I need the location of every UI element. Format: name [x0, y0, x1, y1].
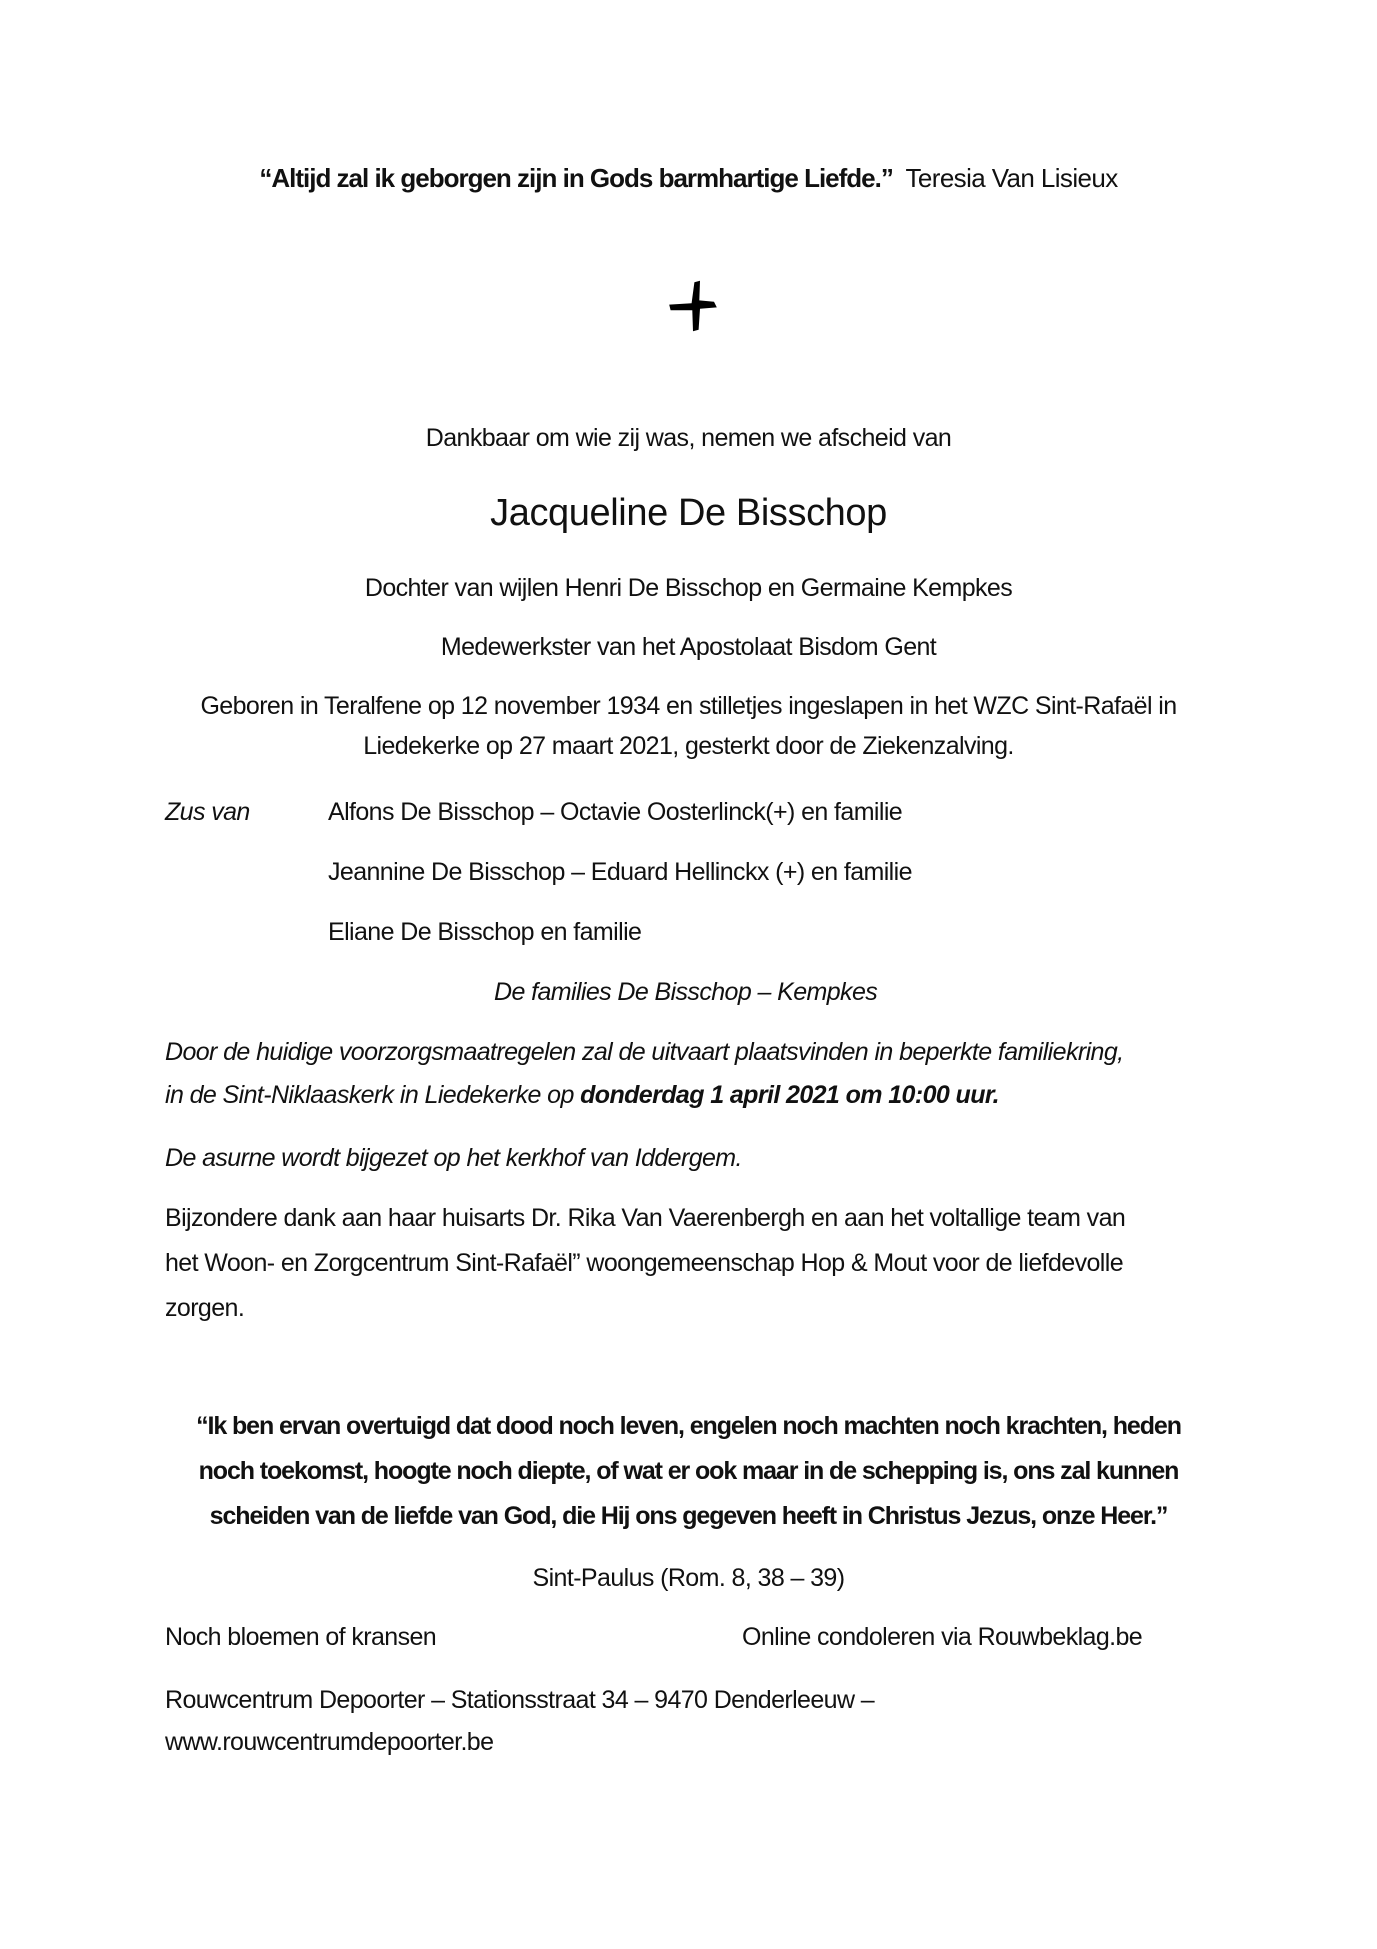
- no-flowers-note: Noch bloemen of kransen: [165, 1623, 437, 1651]
- top-quote: [0, 163, 1377, 193]
- funeral-home-website: www.rouwcentrumdepoorter.be: [165, 1728, 494, 1756]
- sibling-item: Eliane De Bisschop en familie: [328, 918, 642, 946]
- funeral-datetime: donderdag 1 april 2021 om 10:00 uur.: [580, 1081, 999, 1109]
- top-quote-author: Teresia Van Lisieux: [905, 163, 1118, 193]
- bible-quote-line: “Ik ben ervan overtuigd dat dood noch leven, engelen noch machten noch krachten, heden: [196, 1412, 1181, 1440]
- bible-quote-line: noch toekomst, hoogte noch diepte, of wat er ook maar in de schepping is, ons zal kunnen: [198, 1457, 1179, 1485]
- birth-death-line: Geboren in Teralfene op 12 november 1934 en stilletjes ingeslapen in het WZC Sint-Rafaël in: [200, 692, 1177, 720]
- birth-death-line: Liedekerke op 27 maart 2021, gesterkt door de Ziekenzalving.: [363, 732, 1014, 760]
- intro-text: Dankbaar om wie zij was, nemen we afscheid van: [425, 424, 952, 452]
- thanks-line: Bijzondere dank aan haar huisarts Dr. Rika Van Vaerenbergh en aan het voltallige team van: [165, 1204, 1126, 1232]
- funeral-info-line: [165, 1080, 1215, 1110]
- top-quote-text: “Altijd zal ik geborgen zijn in Gods barmhartige Liefde.”: [259, 163, 893, 193]
- bible-quote-line: scheiden van de liefde van God, die Hij ons gegeven heeft in Christus Jezus, onze Heer.”: [209, 1502, 1168, 1530]
- funeral-home-address: Rouwcentrum Depoorter – Stationsstraat 34 – 9470 Denderleeuw –: [165, 1686, 875, 1714]
- thanks-line: het Woon- en Zorgcentrum Sint-Rafaël” woongemeenschap Hop & Mout voor de liefdevolle: [165, 1249, 1124, 1277]
- families-line: De families De Bisschop – Kempkes: [494, 978, 878, 1006]
- siblings-label: Zus van: [165, 798, 250, 826]
- urn-info: De asurne wordt bijgezet op het kerkhof van Iddergem.: [165, 1144, 742, 1172]
- condolences-note: Online condoleren via Rouwbeklag.be: [742, 1623, 1143, 1651]
- sibling-item: Alfons De Bisschop – Octavie Oosterlinck(+) en familie: [328, 798, 903, 826]
- parents-line: Dochter van wijlen Henri De Bisschop en Germaine Kempkes: [364, 574, 1013, 602]
- deceased-name: Jacqueline De Bisschop: [490, 492, 887, 534]
- thanks-line: zorgen.: [165, 1294, 245, 1322]
- funeral-info-line: Door de huidige voorzorgsmaatregelen zal de uitvaart plaatsvinden in beperkte familiekring,: [165, 1038, 1124, 1066]
- sibling-item: Jeannine De Bisschop – Eduard Hellinckx (+) en familie: [328, 858, 912, 886]
- occupation-line: Medewerkster van het Apostolaat Bisdom Gent: [440, 633, 937, 661]
- cross-icon: [665, 278, 721, 334]
- bible-quote-source: Sint-Paulus (Rom. 8, 38 – 39): [532, 1564, 845, 1592]
- funeral-location: in de Sint-Niklaaskerk in Liedekerke op: [165, 1081, 581, 1109]
